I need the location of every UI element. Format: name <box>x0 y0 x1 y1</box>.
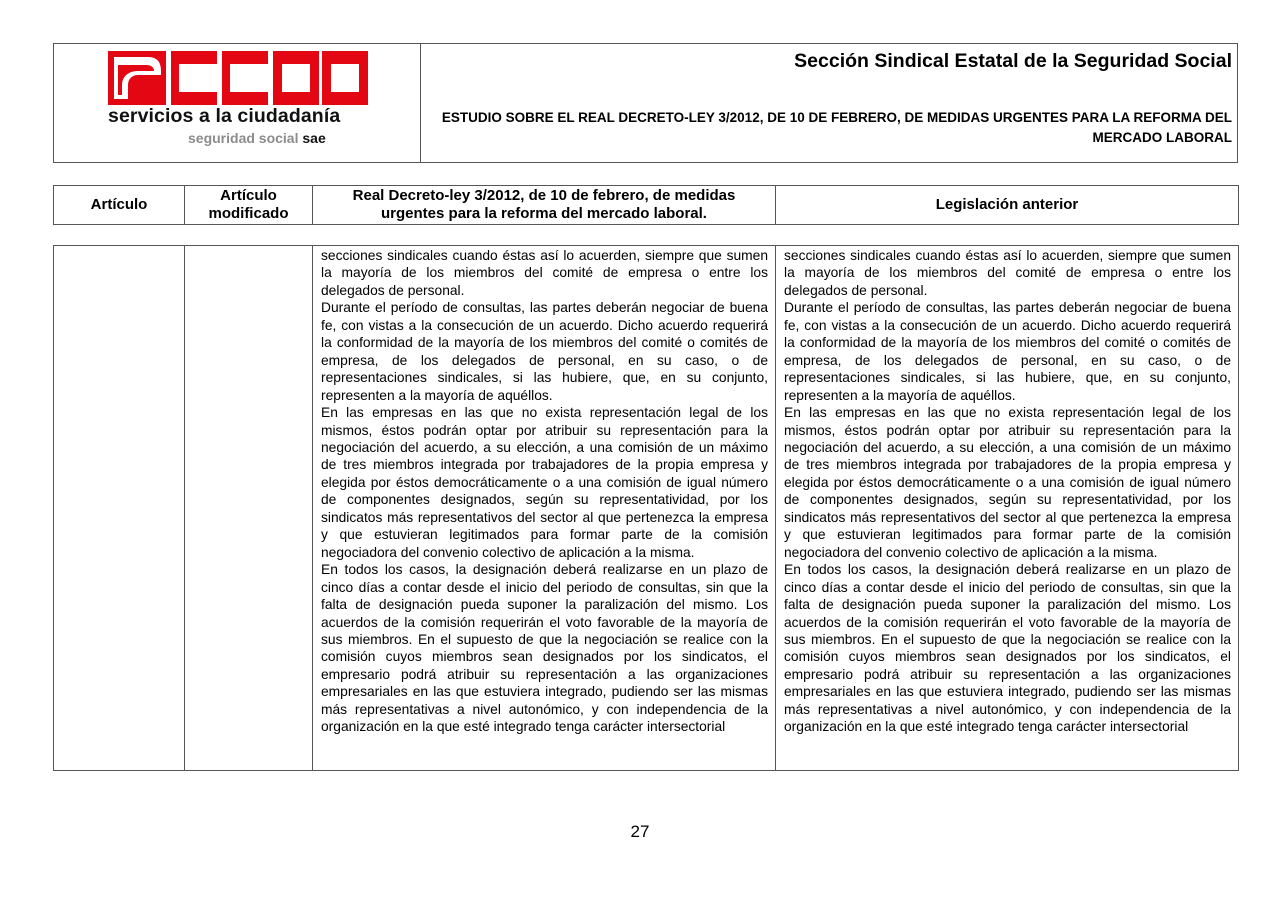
paragraph: Durante el período de consultas, las partes deberán negociar de buena fe, con vistas a la consecución de un acuerdo. Dicho acuerdo requerirá la conformidad de la mayoría de los miembros del comité o comités de empresa, de los delegados de personal, en su caso, o de representaciones sindicales, si las hubiere, que, en su conjunto, representen a la mayoría de aquéllos. <box>321 300 768 403</box>
column-header-articulo-modificado-label: Artículo modificado <box>208 187 289 222</box>
document-subtitle: ESTUDIO SOBRE EL REAL DECRETO-LEY 3/2012, DE 10 DE FEBRERO, DE MEDIDAS URGENTES PARA LA REFORMA DEL MERCADO LABORAL <box>441 110 1232 145</box>
ccoo-logo <box>108 51 368 105</box>
logo-subtagline <box>188 130 326 146</box>
cell-articulo-modificado <box>185 246 313 770</box>
logo-subtagline-sae: sae <box>302 130 326 146</box>
column-header-legislacion-anterior: Legislación anterior <box>935 196 1079 213</box>
column-header-articulo: Artículo <box>54 186 185 224</box>
paragraph: secciones sindicales cuando éstas así lo acuerden, siempre que sumen la mayoría de los miembros del comité de empresa o entre los delegados de personal. <box>784 248 1231 298</box>
column-header-real-decreto-label: Real Decreto-ley 3/2012, de 10 de febrero, de medidas urgentes para la reforma del mercado laboral. <box>352 187 736 222</box>
paragraph: En las empresas en las que no exista representación legal de los mismos, éstos podrán optar por atribuir su representación para la negociación del acuerdo, a su elección, a una comisión de un máximo de tres miembros integrada por trabajadores de la propia empresa y elegida por éstos democráticamente o a una comisión de igual número de componentes designados, según su representatividad, por los sindicatos más representativos del sector al que pertenezca la empresa y que estuvieran legitimados para formar parte de la comisión negociadora del convenio colectivo de aplicación a la misma. <box>321 405 768 560</box>
document-title: Sección Sindical Estatal de la Seguridad Social <box>794 50 1232 72</box>
cell-real-decreto <box>313 246 776 770</box>
document-header <box>53 43 1238 163</box>
title-cell <box>421 44 1237 162</box>
page-number: 27 <box>630 822 650 841</box>
logo-subtagline-prefix: seguridad social <box>188 130 303 146</box>
paragraph: En todos los casos, la designación deberá realizarse en un plazo de cinco días a contar desde el inicio del periodo de consultas, sin que la falta de designación pueda suponer la paralización del mismo. Los acuerdos de la comisión requerirán el voto favorable de la mayoría de sus miembros. En el supuesto de que la negociación se realice con la comisión cuyos miembros sean designados por los sindicatos, el empresario podrá atribuir su representación a las organizaciones empresariales en las que estuviera integrado, pudiendo ser las mismas más representativas a nivel autonómico, y con independencia de la organización en la que esté integrado tenga carácter intersectorial <box>321 562 768 735</box>
paragraph: secciones sindicales cuando éstas así lo acuerden, siempre que sumen la mayoría de los miembros del comité de empresa o entre los delegados de personal. <box>321 248 768 298</box>
column-header-articulo-modificado <box>185 186 313 224</box>
cell-articulo <box>54 246 185 770</box>
paragraph: En las empresas en las que no exista representación legal de los mismos, éstos podrán optar por atribuir su representación para la negociación del acuerdo, a su elección, a una comisión de un máximo de tres miembros integrada por trabajadores de la propia empresa y elegida por éstos democráticamente o a una comisión de igual número de componentes designados, según su representatividad, por los sindicatos más representativos del sector al que pertenezca la empresa y que estuvieran legitimados para formar parte de la comisión negociadora del convenio colectivo de aplicación a la misma. <box>784 405 1231 560</box>
paragraph: En todos los casos, la designación deberá realizarse en un plazo de cinco días a contar desde el inicio del periodo de consultas, sin que la falta de designación pueda suponer la paralización del mismo. Los acuerdos de la comisión requerirán el voto favorable de la mayoría de sus miembros. En el supuesto de que la negociación se realice con la comisión cuyos miembros sean designados por los sindicatos, el empresario podrá atribuir su representación a las organizaciones empresariales en las que estuviera integrado, pudiendo ser las mismas más representativas a nivel autonómico, y con independencia de la organización en la que esté integrado tenga carácter intersectorial <box>784 562 1231 735</box>
logo-cell <box>54 44 421 162</box>
table-column-headers <box>53 185 1239 225</box>
table-row <box>53 245 1239 771</box>
cell-legislacion-anterior <box>776 246 1238 770</box>
logo-tagline: servicios a la ciudadanía <box>108 105 341 127</box>
paragraph: Durante el período de consultas, las partes deberán negociar de buena fe, con vistas a la consecución de un acuerdo. Dicho acuerdo requerirá la conformidad de la mayoría de los miembros del comité o comités de empresa, de los delegados de personal, en su caso, o de representaciones sindicales, si las hubiere, que, en su conjunto, representen a la mayoría de aquéllos. <box>784 300 1231 403</box>
column-header-real-decreto <box>313 186 776 224</box>
